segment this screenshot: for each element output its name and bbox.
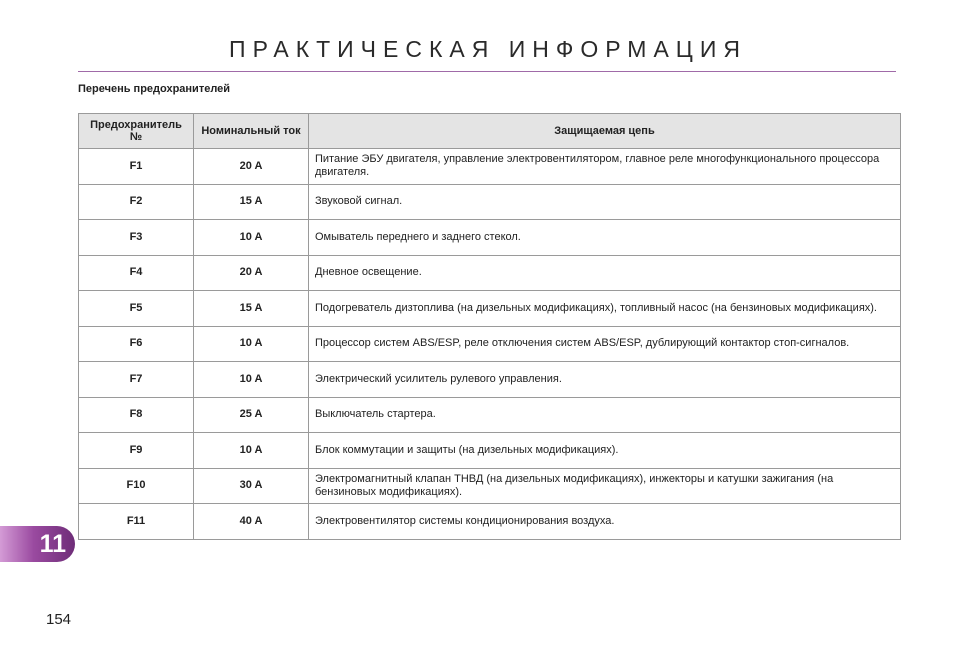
fuse-rating: 30 A — [194, 468, 309, 504]
page-number: 154 — [46, 611, 72, 628]
fuse-rating: 10 A — [194, 362, 309, 398]
fuse-number: F3 — [79, 220, 194, 256]
fuse-number: F5 — [79, 291, 194, 327]
section-title: Перечень предохранителей — [78, 83, 231, 95]
fuse-rating: 15 A — [194, 291, 309, 327]
fuse-rating: 25 A — [194, 397, 309, 433]
table-header-row — [79, 114, 901, 149]
fuse-circuit: Электрический усилитель рулевого управления. — [309, 362, 901, 398]
fuse-number: F8 — [79, 397, 194, 433]
fuse-rating: 10 A — [194, 326, 309, 362]
fuse-number: F4 — [79, 255, 194, 291]
fuse-circuit: Звуковой сигнал. — [309, 184, 901, 220]
column-header-fuse: Предохранитель № — [79, 114, 194, 149]
fuse-circuit: Омыватель переднего и заднего стекол. — [309, 220, 901, 256]
chapter-number: 11 — [39, 529, 66, 558]
column-header-circuit: Защищаемая цепь — [309, 114, 901, 149]
table-row — [79, 326, 901, 362]
chapter-tab — [0, 526, 75, 562]
fuse-number: F11 — [79, 504, 194, 540]
title-divider — [78, 71, 896, 72]
fuse-rating: 10 A — [194, 433, 309, 469]
table-row — [79, 433, 901, 469]
fuse-circuit: Подогреватель дизтоплива (на дизельных модификациях), топливный насос (на бензиновых модификациях). — [309, 291, 901, 327]
fuse-number: F2 — [79, 184, 194, 220]
fuse-number: F9 — [79, 433, 194, 469]
fuse-circuit: Электровентилятор системы кондиционирования воздуха. — [309, 504, 901, 540]
fuse-circuit: Блок коммутации и защиты (на дизельных модификациях). — [309, 433, 901, 469]
table-row — [79, 220, 901, 256]
fuse-circuit: Электромагнитный клапан ТНВД (на дизельных модификациях), инжекторы и катушки зажигания (на бензиновых модификациях). — [309, 468, 901, 504]
fuse-number: F6 — [79, 326, 194, 362]
table-row — [79, 468, 901, 504]
table-row — [79, 291, 901, 327]
column-header-rating: Номинальный ток — [194, 114, 309, 149]
fuse-circuit: Дневное освещение. — [309, 255, 901, 291]
fuse-table — [78, 113, 901, 540]
fuse-circuit: Процессор систем ABS/ESP, реле отключения систем ABS/ESP, дублирующий контактор стоп-сигналов. — [309, 326, 901, 362]
table-row — [79, 149, 901, 185]
table-row — [79, 362, 901, 398]
fuse-rating: 20 A — [194, 255, 309, 291]
fuse-circuit: Выключатель стартера. — [309, 397, 901, 433]
fuse-rating: 20 A — [194, 149, 309, 185]
fuse-rating: 10 A — [194, 220, 309, 256]
table-row — [79, 255, 901, 291]
fuse-number: F7 — [79, 362, 194, 398]
fuse-rating: 40 A — [194, 504, 309, 540]
fuse-number: F1 — [79, 149, 194, 185]
table-row — [79, 184, 901, 220]
table-row — [79, 397, 901, 433]
fuse-rating: 15 A — [194, 184, 309, 220]
page-title: ПРАКТИЧЕСКАЯ ИНФОРМАЦИЯ — [229, 36, 747, 62]
fuse-number: F10 — [79, 468, 194, 504]
table-row — [79, 504, 901, 540]
fuse-circuit: Питание ЭБУ двигателя, управление электровентилятором, главное реле многофункционального процессора двигателя. — [309, 149, 901, 185]
